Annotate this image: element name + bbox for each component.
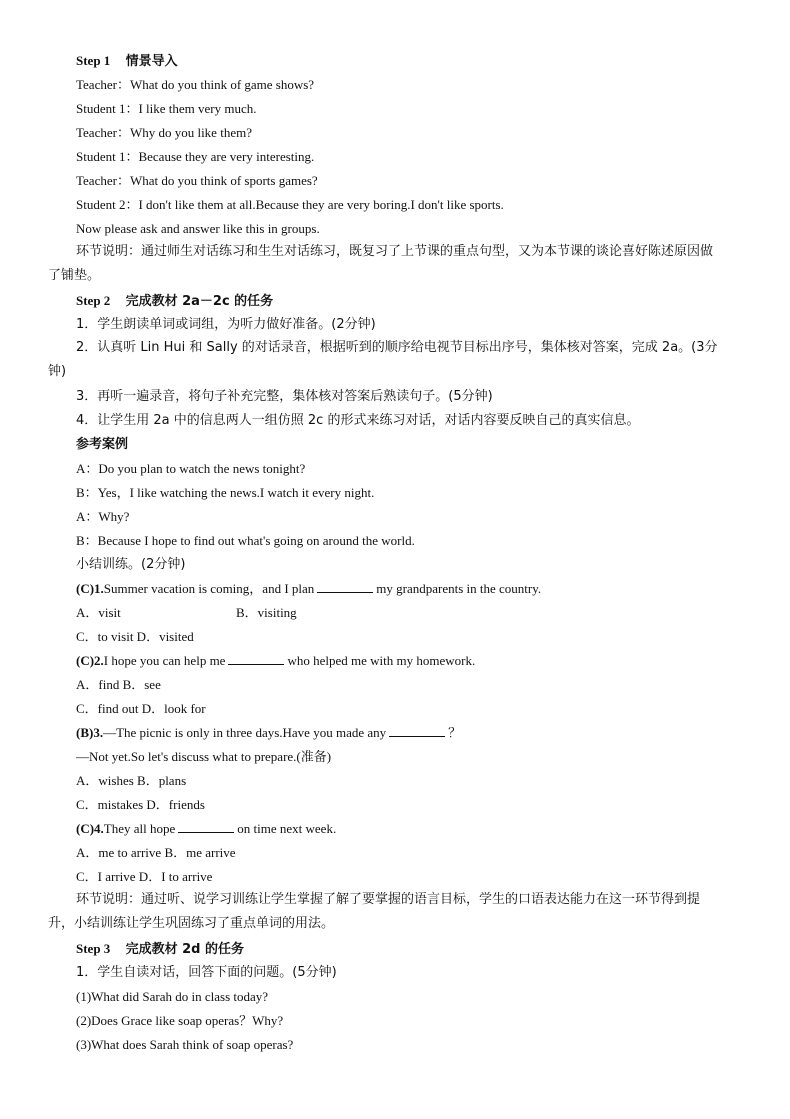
step-title: 完成教材 2a－2c 的任务	[125, 294, 274, 309]
example-line: B：Yes，I like watching the news.I watch it every night.	[76, 485, 375, 500]
question-text: I hope you can help me	[103, 653, 226, 668]
section-note: 环节说明：通过听、说学习训练让学生掌握了解了要掌握的语言目标，学生的口语表达能力在这一环节得到提升，小结训练让学生巩固练习了重点单词的用法。	[48, 892, 701, 931]
question-text: my grandparents in the country.	[376, 581, 542, 596]
dialogue-line: Student 2：I don't like them at all.Because they are very boring.I don't like sports.	[76, 197, 504, 212]
options-row: C．find out D．look for	[76, 701, 206, 716]
question-1	[76, 580, 541, 598]
question-text: Summer vacation is coming，and I plan	[103, 581, 315, 596]
question-number: 4.	[94, 821, 104, 836]
options-row	[76, 604, 376, 622]
options-row: C．I arrive D．I to arrive	[76, 869, 213, 884]
question-text: ？	[448, 725, 462, 740]
step-title: 完成教材 2d 的任务	[125, 942, 244, 957]
question-text: They all hope	[103, 821, 176, 836]
step2-heading	[76, 292, 273, 311]
dialogue-line: Student 1：Because they are very interesting.	[76, 149, 315, 164]
task-item: 2．认真听 Lin Hui 和 Sally 的对话录音，根据听到的顺序给电视节目标出序号，集体核对答案，完成 2a。(3分钟)	[48, 340, 718, 379]
options-row: C．mistakes D．friends	[76, 797, 205, 812]
example-line: A：Why?	[76, 509, 130, 524]
options-row: A．find B．see	[76, 677, 161, 692]
dialogue-line: Teacher：Why do you like them?	[76, 125, 252, 140]
question-3	[76, 724, 461, 742]
question-number: 2.	[94, 653, 104, 668]
question-line: (2)Does Grace like soap operas？Why?	[76, 1013, 284, 1028]
dialogue-line: Student 1：I like them very much.	[76, 101, 257, 116]
answer-key: (C)	[76, 581, 95, 596]
options-row: C．to visit D．visited	[76, 629, 194, 644]
example-heading: 参考案例	[76, 437, 129, 452]
task-item: 1．学生自读对话，回答下面的问题。(5分钟)	[76, 965, 337, 980]
step-label: Step 3	[76, 941, 111, 956]
task-item: 3．再听一遍录音，将句子补充完整，集体核对答案后熟读句子。(5分钟)	[76, 389, 493, 404]
answer-blank	[178, 820, 234, 833]
dialogue-line: Now please ask and answer like this in groups.	[76, 221, 320, 236]
step-label: Step 2	[76, 293, 111, 308]
step-label: Step 1	[76, 53, 111, 68]
option-b: B．visiting	[236, 605, 297, 620]
question-4	[76, 820, 336, 838]
example-line: B：Because I hope to find out what's going on around the world.	[76, 533, 415, 548]
practice-heading: 小结训练。(2分钟)	[76, 557, 186, 572]
answer-key: (C)	[76, 821, 95, 836]
step3-heading	[76, 940, 244, 959]
question-text: —The picnic is only in three days.Have you made any	[103, 725, 387, 740]
question-line: (3)What does Sarah think of soap operas?	[76, 1037, 294, 1052]
step1-heading	[76, 52, 178, 71]
question-number: 1.	[94, 581, 104, 596]
answer-blank	[317, 580, 373, 593]
answer-key: (C)	[76, 653, 95, 668]
answer-blank	[228, 652, 284, 665]
question-reply: —Not yet.So let's discuss what to prepare.(准备)	[76, 749, 332, 764]
example-line: A：Do you plan to watch the news tonight?	[76, 461, 306, 476]
question-text: who helped me with my homework.	[287, 653, 476, 668]
dialogue-line: Teacher：What do you think of sports games?	[76, 173, 318, 188]
step-title: 情景导入	[125, 54, 178, 69]
task-item: 1．学生朗读单词或词组，为听力做好准备。(2分钟)	[76, 317, 376, 332]
dialogue-line: Teacher：What do you think of game shows?	[76, 77, 315, 92]
question-2	[76, 652, 475, 670]
question-text: on time next week.	[237, 821, 337, 836]
options-row: A．me to arrive B．me arrive	[76, 845, 236, 860]
question-line: (1)What did Sarah do in class today?	[76, 989, 269, 1004]
task-item: 4．让学生用 2a 中的信息两人一组仿照 2c 的形式来练习对话，对话内容要反映自己的真实信息。	[76, 413, 640, 428]
option-a: A．visit	[76, 605, 121, 620]
question-number: 3.	[93, 725, 104, 740]
options-row: A．wishes B．plans	[76, 773, 187, 788]
answer-blank	[389, 724, 445, 737]
section-note: 环节说明：通过师生对话练习和生生对话练习，既复习了上节课的重点句型，又为本节课的谈论喜好陈述原因做了铺垫。	[48, 244, 714, 283]
answer-key: (B)	[76, 725, 94, 740]
